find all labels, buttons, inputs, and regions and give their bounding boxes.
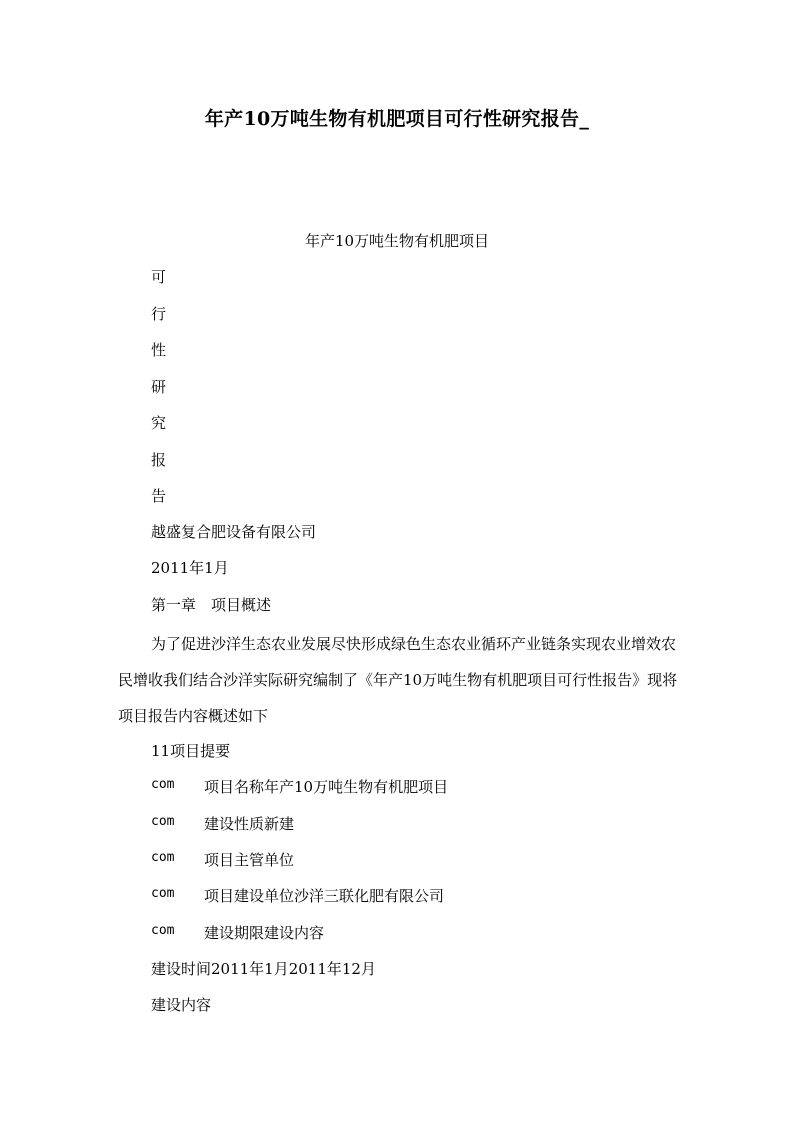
section-heading: 11项目提要: [151, 742, 231, 760]
list-item: [151, 849, 651, 871]
list-item-text: 项目名称年产10万吨生物有机肥项目: [204, 778, 449, 796]
list-item: [151, 922, 651, 944]
vertical-char: 告: [151, 487, 167, 505]
vertical-char: 研: [151, 378, 167, 396]
list-item-text: 项目建设单位沙洋三联化肥有限公司: [204, 887, 445, 905]
build-time: 建设时间2011年1月2011年12月: [151, 960, 376, 978]
vertical-char: 性: [151, 341, 167, 359]
overview-paragraph-text: 为了促进沙洋生态农业发展尽快形成绿色生态农业循环产业链条实现农业增效农民增收我们结合沙洋实际研究编制了《年产10万吨生物有机肥项目可行性报告》现将项目报告内容概述如下: [118, 635, 678, 725]
chapter-heading: 第一章 项目概述: [151, 596, 272, 614]
company-name: 越盛复合肥设备有限公司: [151, 523, 317, 541]
vertical-char: 报: [151, 451, 167, 469]
list-item: [151, 813, 651, 835]
build-content: 建设内容: [151, 996, 212, 1014]
list-item: [151, 776, 651, 798]
document-title: 年产10万吨生物有机肥项目可行性研究报告_: [204, 108, 590, 130]
list-item-text: 项目主管单位: [204, 851, 295, 869]
list-item-prefix: com: [151, 814, 175, 829]
document-subtitle: 年产10万吨生物有机肥项目: [304, 232, 490, 250]
list-item-prefix: com: [151, 886, 175, 901]
list-item-prefix: com: [151, 850, 175, 865]
document-date: 2011年1月: [151, 559, 229, 577]
list-item-prefix: com: [151, 777, 175, 792]
vertical-char: 可: [151, 268, 167, 286]
vertical-char: 行: [151, 305, 167, 323]
list-item-text: 建设性质新建: [204, 815, 295, 833]
list-item-prefix: com: [151, 923, 175, 938]
vertical-char: 究: [151, 414, 167, 432]
overview-paragraph: [118, 626, 688, 734]
list-item: [151, 885, 651, 907]
list-item-text: 建设期限建设内容: [204, 924, 325, 942]
